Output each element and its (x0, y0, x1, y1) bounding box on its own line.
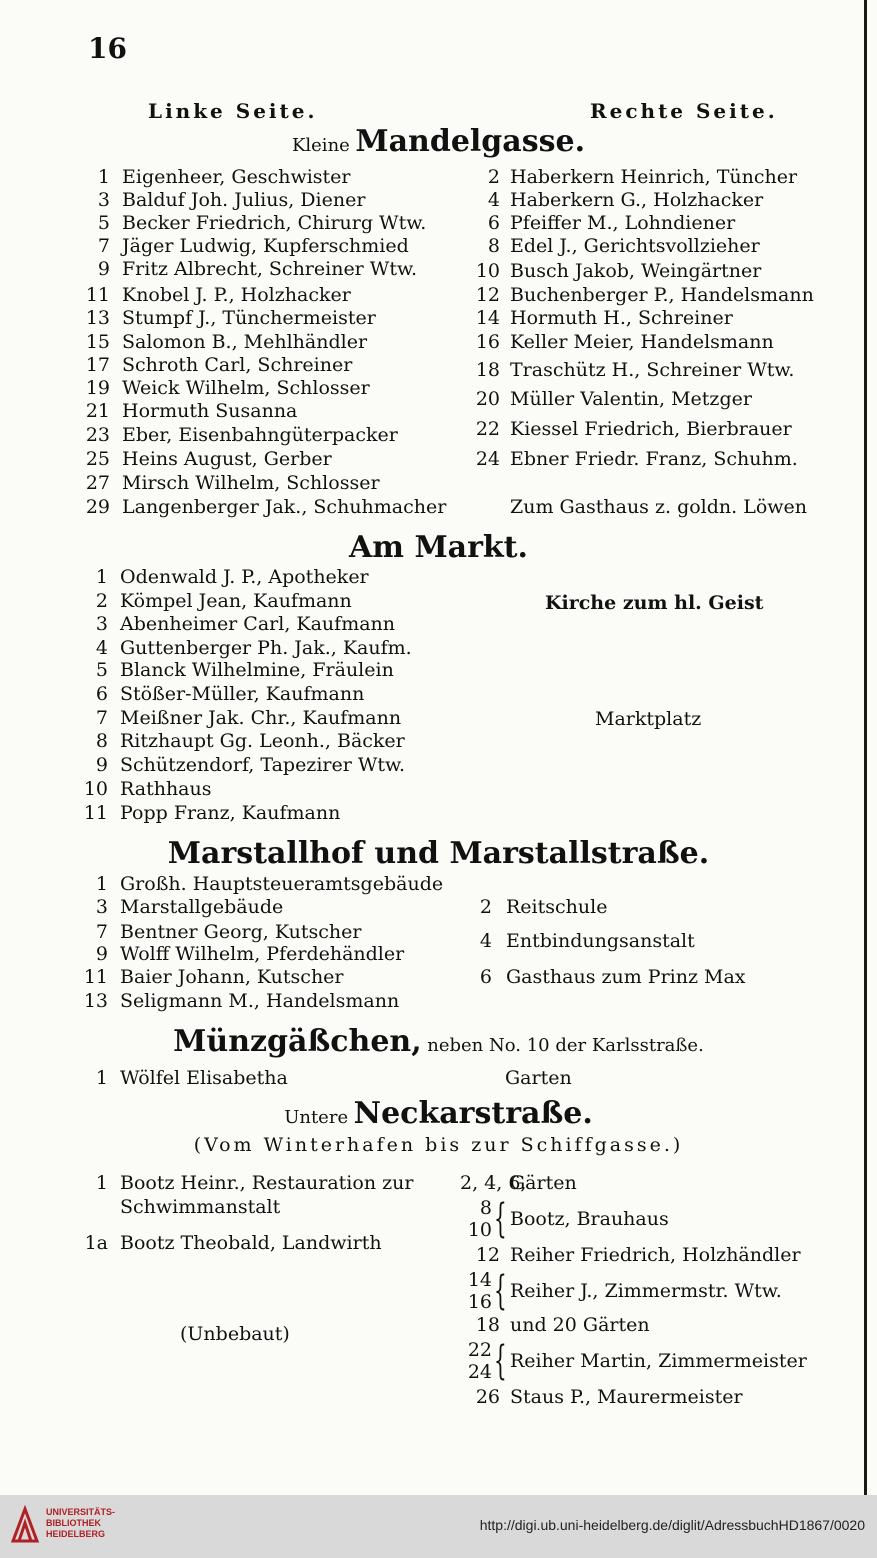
resident-entry: Reiher J., Zimmermstr. Wtw. (510, 1280, 782, 1302)
resident-entry: Bootz Theobald, Landwirth (120, 1232, 382, 1254)
resident-entry: Wolff Wilhelm, Pferdehändler (120, 943, 405, 965)
resident-entry: Staus P., Maurermeister (510, 1386, 743, 1408)
resident-entry: und 20 Gärten (510, 1314, 650, 1336)
resident-entry: Abenheimer Carl, Kaufmann (120, 613, 396, 635)
house-number: 2 (479, 896, 492, 918)
viewer-footer (0, 1495, 877, 1558)
resident-entry: Heins August, Gerber (122, 448, 332, 470)
muenz-note-garten: Garten (505, 1067, 572, 1089)
house-number: 1 (95, 1067, 108, 1089)
resident-entry: Baier Johann, Kutscher (120, 966, 344, 988)
house-number: 23 (85, 424, 110, 446)
resident-entry: Meißner Jak. Chr., Kaufmann (120, 707, 402, 729)
resident-entry: Mirsch Wilhelm, Schlosser (122, 472, 380, 494)
house-number: 11 (83, 966, 108, 988)
section-heading-mandelgasse (0, 124, 877, 159)
logo-line: HEIDELBERG (46, 1529, 106, 1539)
house-number: 9 (95, 943, 108, 965)
house-number: 14 (475, 307, 500, 329)
house-number-bottom: 24 (467, 1361, 492, 1383)
section-subtitle: neben No. 10 der Karlsstraße. (427, 1035, 704, 1056)
house-number: 27 (85, 472, 110, 494)
logo-line: UNIVERSITÄTS- (46, 1507, 116, 1517)
house-number: 17 (85, 354, 110, 376)
resident-entry: Eigenheer, Geschwister (122, 166, 351, 188)
right-column-header: Rechte Seite. (590, 99, 778, 123)
resident-entry: Pfeiffer M., Lohndiener (510, 212, 736, 234)
page-edge-shadow (864, 0, 867, 1495)
resident-entry: Bootz, Brauhaus (510, 1208, 669, 1230)
house-number-top: 8 (479, 1197, 492, 1219)
section-heading-muenz (0, 1024, 877, 1059)
resident-entry: Eber, Eisenbahngüterpacker (122, 424, 398, 446)
house-number: 10 (475, 260, 500, 282)
resident-entry: Keller Meier, Handelsmann (510, 331, 774, 353)
resident-entry: Stumpf J., Tünchermeister (122, 307, 376, 329)
house-number: 18 (475, 1314, 500, 1336)
resident-entry: Müller Valentin, Metzger (510, 388, 752, 410)
resident-entry: Hormuth Susanna (122, 400, 298, 422)
section-title: Am Markt. (348, 530, 528, 565)
house-number: 7 (95, 921, 108, 943)
resident-entry: Guttenberger Ph. Jak., Kaufm. (120, 637, 412, 659)
mandelgasse-right-footer: Zum Gasthaus z. goldn. Löwen (510, 496, 808, 518)
section-prefix: Kleine (291, 135, 350, 156)
house-number: 12 (475, 284, 500, 306)
house-number: 1a (84, 1232, 108, 1254)
house-number-top: 14 (467, 1269, 492, 1291)
resident-entry: Hormuth H., Schreiner (510, 307, 733, 329)
house-number: 19 (85, 377, 110, 399)
resident-entry: Blanck Wilhelmine, Fräulein (120, 659, 394, 681)
house-number: 3 (95, 896, 108, 918)
resident-entry: Kiessel Friedrich, Bierbrauer (510, 418, 792, 440)
section-heading-markt (0, 530, 877, 565)
house-number: 29 (85, 496, 110, 518)
house-number-bottom: 10 (467, 1219, 492, 1241)
resident-entry: Salomon B., Mehlhändler (122, 331, 368, 353)
house-number: 5 (95, 659, 108, 681)
house-number: 6 (487, 212, 500, 234)
section-subtitle-neckar: (Vom Winterhafen bis zur Schiffgasse.) (193, 1134, 684, 1156)
resident-entry: Balduf Joh. Julius, Diener (122, 189, 366, 211)
university-library-logo-text (46, 1507, 115, 1540)
house-number: 1 (95, 873, 108, 895)
house-number: 16 (475, 331, 500, 353)
resident-entry: Gärten (510, 1172, 577, 1194)
resident-entry: Kömpel Jean, Kaufmann (120, 590, 352, 612)
resident-entry: Edel J., Gerichtsvollzieher (510, 235, 760, 257)
house-number: 6 (479, 966, 492, 988)
resident-entry: Entbindungsanstalt (506, 930, 695, 952)
house-number-bottom: 16 (467, 1291, 492, 1313)
house-number: 15 (85, 331, 110, 353)
house-number: 2 (95, 590, 108, 612)
resident-entry: Fritz Albrecht, Schreiner Wtw. (122, 258, 418, 280)
resident-entry: Seligmann M., Handelsmann (120, 990, 400, 1012)
markt-note-marktplatz: Marktplatz (595, 708, 702, 730)
house-number: 9 (97, 258, 110, 280)
house-number: 2, 4, 6, (460, 1172, 527, 1194)
source-url-link[interactable]: http://digi.ub.uni-heidelberg.de/diglit/AdressbuchHD1867/0020 (479, 1517, 865, 1533)
house-number: 11 (85, 284, 110, 306)
resident-entry: Odenwald J. P., Apotheker (120, 566, 369, 588)
resident-entry: Popp Franz, Kaufmann (120, 802, 341, 824)
house-number: 7 (95, 707, 108, 729)
section-title: Marstallhof und Marstallstraße. (167, 836, 710, 871)
house-number: 5 (97, 212, 110, 234)
university-library-logo-icon (10, 1505, 40, 1545)
resident-entry: Buchenberger P., Handelsmann (510, 284, 814, 306)
section-title: Mandelgasse. (355, 124, 586, 159)
resident-entry: Marstallgebäude (120, 896, 284, 918)
house-number: 18 (475, 359, 500, 381)
house-number: 1 (95, 1172, 108, 1194)
house-number: 6 (95, 683, 108, 705)
resident-entry: Gasthaus zum Prinz Max (506, 966, 746, 988)
house-number: 22 (475, 418, 500, 440)
house-number-top: 22 (467, 1339, 492, 1361)
resident-entry: Schützendorf, Tapezirer Wtw. (120, 754, 406, 776)
house-number: 4 (487, 189, 500, 211)
resident-entry-continuation: Schwimmanstalt (120, 1196, 281, 1218)
house-number: 26 (475, 1386, 500, 1408)
resident-entry: Stößer-Müller, Kaufmann (120, 683, 365, 705)
house-number: 20 (475, 388, 500, 410)
house-number: 11 (83, 802, 108, 824)
resident-entry: Becker Friedrich, Chirurg Wtw. (122, 212, 427, 234)
resident-entry: Reiher Martin, Zimmermeister (510, 1350, 807, 1372)
section-title: Neckarstraße. (353, 1096, 593, 1131)
section-title: Münzgäßchen, (173, 1024, 422, 1059)
resident-entry: Langenberger Jak., Schuhmacher (122, 496, 447, 518)
markt-note-kirche: Kirche zum hl. Geist (545, 592, 764, 614)
section-heading-marstall (0, 836, 877, 871)
house-number: 3 (95, 613, 108, 635)
resident-entry: Reiher Friedrich, Holzhändler (510, 1244, 801, 1266)
house-number: 1 (97, 166, 110, 188)
resident-entry: Traschütz H., Schreiner Wtw. (510, 359, 795, 381)
left-column-header: Linke Seite. (148, 99, 318, 123)
section-heading-neckar (0, 1096, 877, 1131)
house-number: 24 (475, 448, 500, 470)
resident-entry: Knobel J. P., Holzhacker (122, 284, 351, 306)
resident-entry: Reitschule (506, 896, 608, 918)
house-number: 25 (85, 448, 110, 470)
resident-entry: Weick Wilhelm, Schlosser (122, 377, 370, 399)
house-number: 4 (95, 637, 108, 659)
house-number: 8 (487, 235, 500, 257)
bracket-glyph: { (494, 1196, 507, 1242)
resident-entry: Wölfel Elisabetha (120, 1067, 288, 1089)
resident-entry: Haberkern G., Holzhacker (510, 189, 764, 211)
house-number: 4 (479, 930, 492, 952)
neckar-note-unbebaut: (Unbebaut) (180, 1323, 290, 1345)
house-number: 12 (475, 1244, 500, 1266)
house-number: 13 (85, 307, 110, 329)
resident-entry: Haberkern Heinrich, Tüncher (510, 166, 798, 188)
resident-entry: Busch Jakob, Weingärtner (510, 260, 762, 282)
resident-entry: Ebner Friedr. Franz, Schuhm. (510, 448, 798, 470)
resident-entry: Bentner Georg, Kutscher (120, 921, 362, 943)
resident-entry: Bootz Heinr., Restauration zur (120, 1172, 414, 1194)
resident-entry: Jäger Ludwig, Kupferschmied (122, 235, 409, 257)
house-number: 9 (95, 754, 108, 776)
bracket-glyph: { (494, 1268, 507, 1314)
house-number: 1 (95, 566, 108, 588)
page-number: 16 (88, 32, 127, 65)
house-number: 8 (95, 730, 108, 752)
resident-entry: Schroth Carl, Schreiner (122, 354, 353, 376)
house-number: 7 (97, 235, 110, 257)
house-number: 3 (97, 189, 110, 211)
resident-entry: Ritzhaupt Gg. Leonh., Bäcker (120, 730, 405, 752)
bracket-glyph: { (494, 1338, 507, 1384)
house-number: 2 (487, 166, 500, 188)
resident-entry: Rathhaus (120, 778, 212, 800)
resident-entry: Großh. Hauptsteueramtsgebäude (120, 873, 444, 895)
section-prefix: Untere (284, 1107, 349, 1128)
logo-line: BIBLIOTHEK (46, 1518, 101, 1528)
house-number: 10 (83, 778, 108, 800)
house-number: 13 (83, 990, 108, 1012)
house-number: 21 (85, 400, 110, 422)
